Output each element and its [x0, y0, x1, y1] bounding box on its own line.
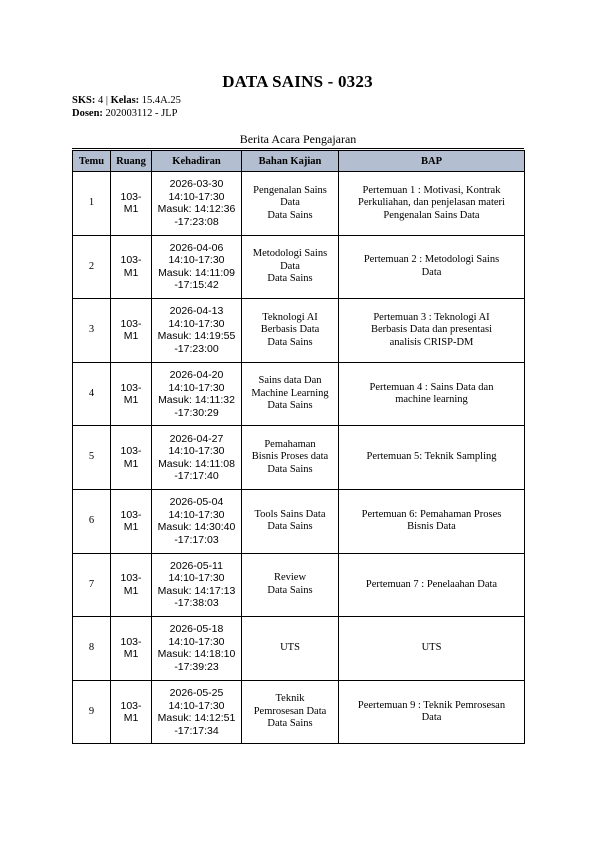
cell-kehadiran-line: 2026-04-06: [169, 241, 224, 254]
cell-bahan-kajian-line: Data Sains: [267, 463, 313, 475]
cell-temu: 4: [73, 362, 111, 426]
cell-bap-line: Pertemuan 6: Pemahaman Proses: [361, 508, 502, 520]
cell-temu: 9: [73, 680, 111, 744]
meta-separator: |: [105, 95, 108, 106]
cell-ruang: [111, 489, 152, 553]
cell-ruang: [111, 680, 152, 744]
cell-kehadiran-line: 2026-05-25: [169, 687, 224, 700]
table-row: [73, 172, 525, 236]
cell-ruang-line: 103-: [120, 254, 142, 267]
table-body: [73, 172, 525, 744]
cell-kehadiran: [152, 172, 242, 236]
header-ruang: Ruang: [111, 151, 152, 172]
header-temu: Temu: [73, 151, 111, 172]
kelas-label: Kelas:: [110, 95, 140, 106]
cell-temu: 8: [73, 617, 111, 681]
cell-bahan-kajian-line: Bisnis Proses data: [251, 451, 329, 463]
cell-temu: 5: [73, 426, 111, 490]
cell-kehadiran: [152, 426, 242, 490]
cell-bahan-kajian-line: Data: [280, 197, 300, 209]
cell-bap: [339, 553, 525, 617]
cell-kehadiran-line: 14:10-17:30: [168, 381, 225, 394]
cell-ruang-line: M1: [123, 330, 139, 343]
cell-bahan-kajian-line: Data: [280, 260, 300, 272]
document-title: DATA SAINS - 0323: [222, 72, 373, 91]
course-meta-line: [72, 94, 181, 107]
cell-bap: [339, 680, 525, 744]
cell-bap-line: Pertemuan 7 : Penelaahan Data: [365, 578, 498, 590]
cell-ruang-line: 103-: [120, 381, 142, 394]
cell-bahan-kajian-line: Tools Sains Data: [254, 508, 326, 520]
cell-ruang-line: M1: [123, 266, 139, 279]
cell-temu: 1: [73, 172, 111, 236]
cell-temu: 6: [73, 489, 111, 553]
cell-kehadiran-line: -17:17:34: [174, 724, 219, 737]
cell-bap-line: Pengenalan Sains Data: [383, 209, 480, 221]
cell-kehadiran-line: Masuk: 14:11:32: [158, 394, 235, 407]
cell-bahan-kajian-line: Pengenalan Sains: [253, 184, 327, 196]
cell-bap: [339, 172, 525, 236]
cell-kehadiran-line: 2026-04-13: [169, 305, 224, 318]
cell-bahan-kajian-line: Data Sains: [267, 718, 313, 730]
cell-kehadiran-line: 14:10-17:30: [168, 190, 225, 203]
cell-kehadiran-line: Masuk: 14:19:55: [157, 330, 236, 343]
cell-kehadiran-line: Masuk: 14:12:51: [157, 712, 236, 725]
cell-kehadiran: [152, 553, 242, 617]
cell-bahan-kajian-line: Machine Learning: [251, 387, 329, 399]
cell-kehadiran-line: -17:39:23: [174, 660, 219, 673]
cell-bahan-kajian-line: Data Sains: [267, 209, 313, 221]
table-row: [73, 489, 525, 553]
section-title: Berita Acara Pengajaran: [239, 132, 357, 146]
cell-kehadiran-line: 14:10-17:30: [168, 317, 225, 330]
cell-kehadiran-line: 2026-03-30: [169, 178, 224, 191]
cell-bahan-kajian: [242, 235, 339, 299]
cell-kehadiran-line: -17:23:08: [174, 215, 219, 228]
lecturer-meta-line: [72, 107, 178, 120]
kelas-value: 15.4A.25: [141, 95, 181, 106]
cell-ruang: [111, 362, 152, 426]
cell-kehadiran: [152, 362, 242, 426]
cell-kehadiran: [152, 680, 242, 744]
cell-bap-line: Berbasis Data dan presentasi: [370, 324, 492, 336]
cell-bahan-kajian-line: Sains data Dan: [258, 375, 322, 387]
dosen-value: 202003112 - JLP: [105, 108, 178, 119]
cell-ruang-line: M1: [123, 203, 139, 216]
table-row: [73, 680, 525, 744]
table-header-row: [73, 151, 525, 172]
cell-kehadiran: [152, 489, 242, 553]
cell-ruang-line: 103-: [120, 508, 142, 521]
cell-bap: [339, 362, 525, 426]
cell-kehadiran-line: 2026-04-20: [169, 369, 224, 382]
cell-kehadiran: [152, 299, 242, 363]
cell-bap-line: Pertemuan 2 : Metodologi Sains: [363, 254, 500, 266]
cell-kehadiran-line: Masuk: 14:17:13: [157, 584, 236, 597]
cell-bahan-kajian: [242, 172, 339, 236]
cell-ruang-line: M1: [123, 584, 139, 597]
cell-bahan-kajian-line: Review: [273, 572, 307, 584]
cell-ruang: [111, 426, 152, 490]
cell-bahan-kajian: [242, 489, 339, 553]
table-row: [73, 235, 525, 299]
table-row: [73, 426, 525, 490]
table-row: [73, 617, 525, 681]
header-kehadiran: Kehadiran: [152, 151, 242, 172]
dosen-label: Dosen:: [72, 108, 103, 119]
cell-ruang-line: 103-: [120, 572, 142, 585]
cell-ruang-line: 103-: [120, 445, 142, 458]
cell-kehadiran-line: -17:30:29: [174, 406, 219, 419]
cell-kehadiran: [152, 235, 242, 299]
cell-temu: 7: [73, 553, 111, 617]
cell-ruang-line: 103-: [120, 190, 142, 203]
cell-ruang: [111, 299, 152, 363]
cell-bahan-kajian-line: Teknologi AI: [262, 311, 318, 323]
cell-kehadiran-line: 14:10-17:30: [168, 635, 225, 648]
cell-bahan-kajian-line: Berbasis Data: [260, 324, 320, 336]
cell-ruang: [111, 172, 152, 236]
cell-bap-line: Peertemuan 9 : Teknik Pemrosesan: [357, 699, 506, 711]
cell-bahan-kajian-line: Data Sains: [267, 521, 313, 533]
cell-kehadiran-line: Masuk: 14:12:36: [157, 203, 236, 216]
cell-kehadiran: [152, 617, 242, 681]
cell-kehadiran-line: Masuk: 14:18:10: [157, 648, 236, 661]
cell-bap-line: Pertemuan 1 : Motivasi, Kontrak: [362, 184, 501, 196]
cell-kehadiran-line: 14:10-17:30: [168, 699, 225, 712]
cell-ruang-line: M1: [123, 648, 139, 661]
cell-bap-line: Data: [421, 266, 442, 278]
cell-bahan-kajian: [242, 680, 339, 744]
cell-bap-line: Perkuliahan, dan penjelasan materi: [358, 197, 505, 209]
cell-kehadiran-line: Masuk: 14:11:08: [158, 457, 235, 470]
cell-bap-line: UTS: [421, 642, 442, 654]
cell-kehadiran-line: 2026-05-18: [169, 623, 224, 636]
cell-bap-line: Pertemuan 5: Teknik Sampling: [366, 451, 497, 463]
sks-value: 4: [97, 95, 104, 106]
cell-kehadiran-line: -17:17:40: [174, 470, 219, 483]
cell-bahan-kajian-line: Data Sains: [267, 273, 313, 285]
cell-bap: [339, 299, 525, 363]
table-row: [73, 553, 525, 617]
cell-ruang-line: 103-: [120, 317, 142, 330]
cell-ruang-line: M1: [123, 457, 139, 470]
cell-bahan-kajian: [242, 426, 339, 490]
cell-bahan-kajian: [242, 299, 339, 363]
cell-bahan-kajian-line: Data Sains: [267, 584, 313, 596]
table-row: [73, 362, 525, 426]
cell-bap-line: Bisnis Data: [407, 521, 456, 533]
section-divider: [72, 148, 524, 149]
cell-bap: [339, 489, 525, 553]
cell-bahan-kajian: [242, 617, 339, 681]
cell-kehadiran-line: 2026-05-11: [170, 559, 223, 572]
cell-ruang: [111, 553, 152, 617]
cell-bap-line: Pertemuan 4 : Sains Data dan: [369, 381, 494, 393]
cell-ruang-line: 103-: [120, 699, 142, 712]
cell-kehadiran-line: 14:10-17:30: [168, 254, 225, 267]
cell-kehadiran-line: 14:10-17:30: [168, 445, 225, 458]
cell-kehadiran-line: 2026-04-27: [169, 432, 224, 445]
cell-kehadiran-line: 14:10-17:30: [168, 508, 225, 521]
cell-bahan-kajian-line: Data Sains: [267, 336, 313, 348]
cell-ruang: [111, 617, 152, 681]
cell-bap: [339, 235, 525, 299]
cell-bahan-kajian: [242, 362, 339, 426]
sks-label: SKS:: [72, 95, 96, 106]
cell-bap-line: machine learning: [395, 394, 468, 406]
cell-ruang-line: M1: [123, 394, 139, 407]
cell-bap: [339, 617, 525, 681]
cell-temu: 3: [73, 299, 111, 363]
cell-kehadiran-line: -17:15:42: [174, 279, 219, 292]
cell-bahan-kajian-line: Pemahaman: [264, 438, 316, 450]
cell-bap-line: analisis CRISP-DM: [389, 336, 474, 348]
cell-kehadiran-line: Masuk: 14:30:40: [157, 521, 236, 534]
cell-bahan-kajian: [242, 553, 339, 617]
cell-ruang-line: 103-: [120, 635, 142, 648]
table-row: [73, 299, 525, 363]
cell-kehadiran-line: Masuk: 14:11:09: [158, 266, 235, 279]
cell-kehadiran-line: -17:23:00: [174, 342, 219, 355]
cell-kehadiran-line: -17:17:03: [174, 533, 219, 546]
cell-bahan-kajian-line: UTS: [280, 642, 300, 654]
cell-bahan-kajian-line: Teknik: [275, 693, 305, 705]
cell-kehadiran-line: -17:38:03: [174, 597, 219, 610]
cell-ruang-line: M1: [123, 521, 139, 534]
cell-bap-line: Pertemuan 3 : Teknologi AI: [373, 311, 490, 323]
cell-ruang-line: M1: [123, 712, 139, 725]
teaching-record-table: [72, 150, 525, 744]
cell-bap-line: Data: [421, 712, 442, 724]
cell-bahan-kajian-line: Pemrosesan Data: [253, 705, 327, 717]
cell-bahan-kajian-line: Data Sains: [267, 400, 313, 412]
cell-bahan-kajian-line: Metodologi Sains: [252, 248, 328, 260]
cell-temu: 2: [73, 235, 111, 299]
cell-ruang: [111, 235, 152, 299]
cell-bap: [339, 426, 525, 490]
header-bahan-kajian: Bahan Kajian: [242, 151, 339, 172]
cell-kehadiran-line: 14:10-17:30: [168, 572, 225, 585]
cell-kehadiran-line: 2026-05-04: [169, 496, 224, 509]
header-bap: BAP: [339, 151, 525, 172]
